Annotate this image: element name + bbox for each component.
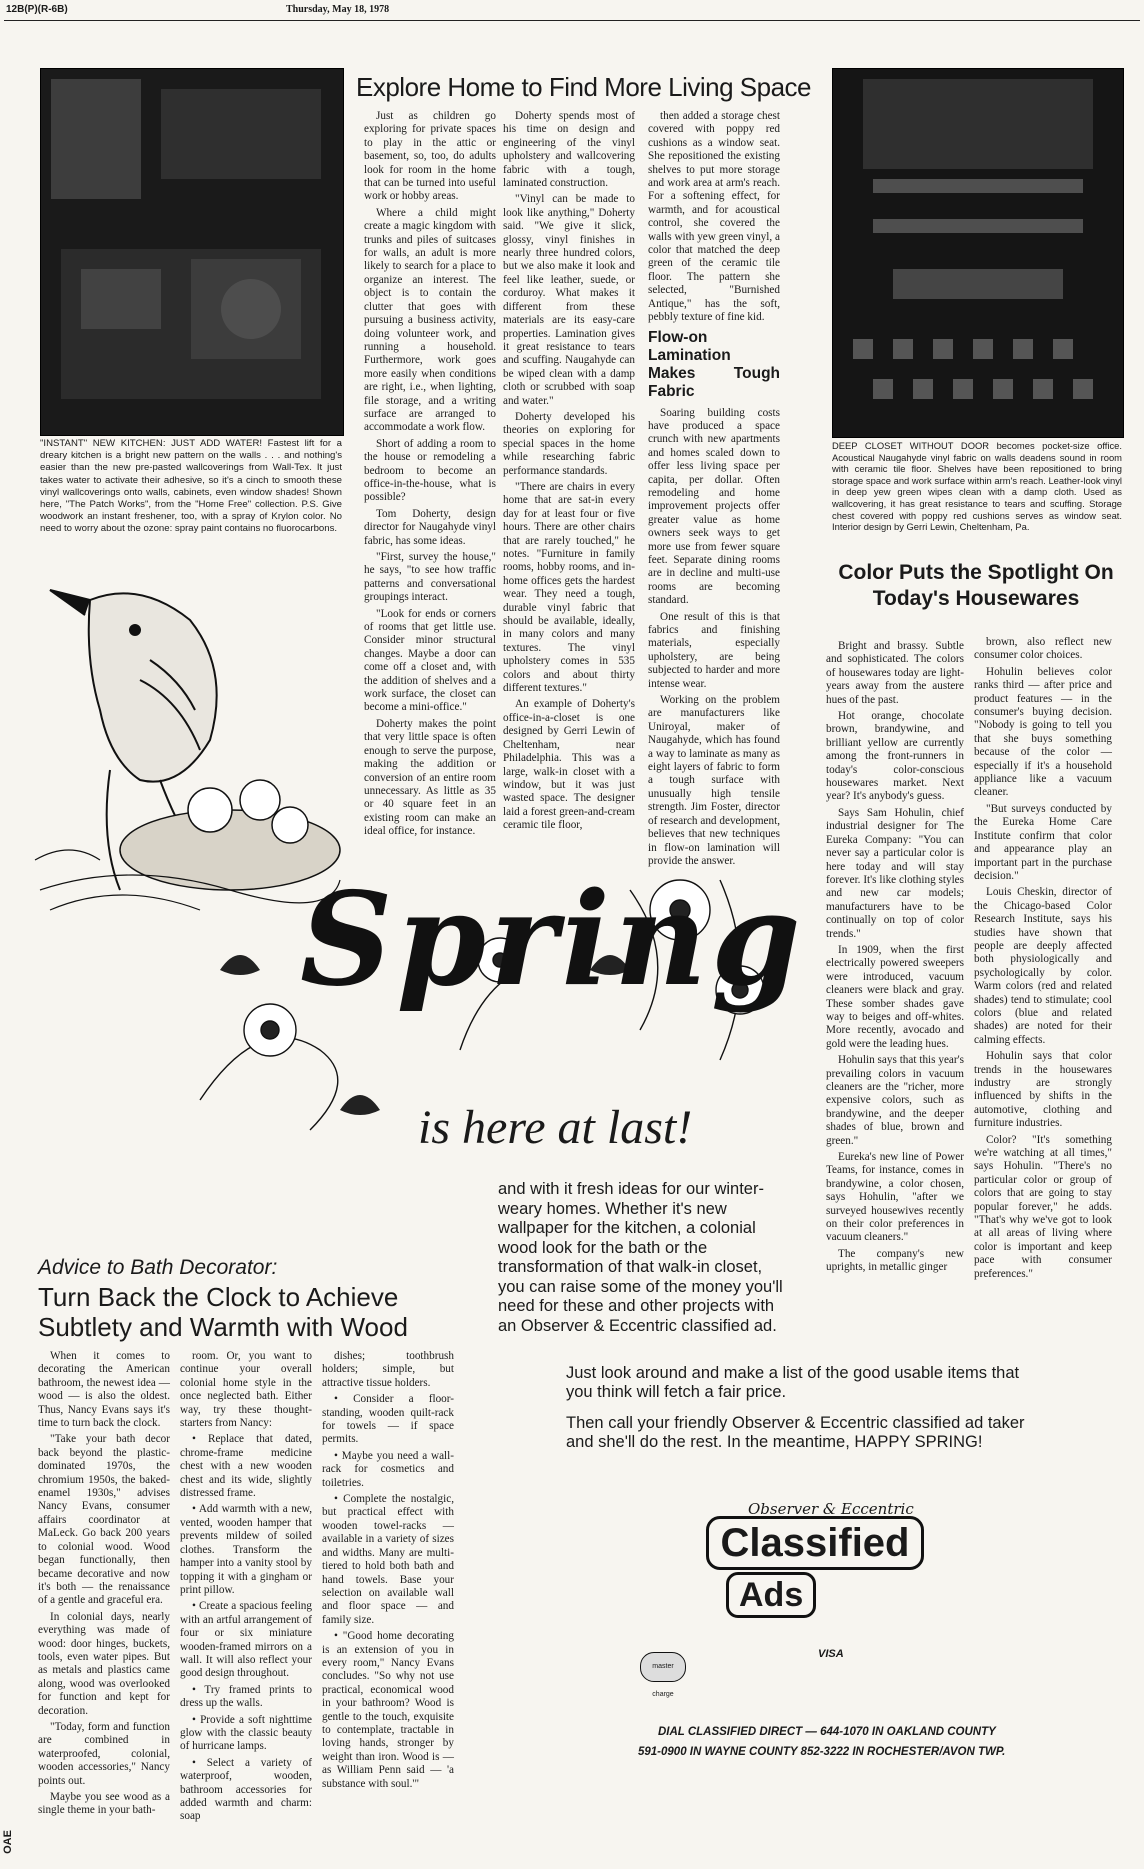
page-number: 12B(P)(R-6B)	[6, 4, 68, 15]
issue-date: Thursday, May 18, 1978	[286, 4, 390, 15]
paragraph: The company's new uprights, in metallic ginger	[826, 1247, 964, 1274]
paragraph: Where a child might create a magic kingdom with trunks and piles of suitcases for walls, an adult is more likely to search for a place to organize an interest. The object is to contain the clutter that goes with pursuing a business activity, doing volunteer work, and running a household. Furthermore, work goes more easily when conditions are right, i.e., when lighting, file storage, and a writing surface are arranged to accommodate a work flow.	[364, 206, 496, 434]
paragraph: dishes; toothbrush holders; simple, but attractive tissue holders.	[322, 1350, 454, 1389]
spring-ad-list-line: Just look around and make a list of the good usable items that you think will fetch a fair price.	[566, 1364, 1020, 1401]
paragraph: "There are chairs in every home that are sat-in every day for at least four or five hours. There are other chairs that are rarely touched," he notes. "Furniture in family rooms, hobby rooms, and in-home offices gets the hardest wear. They need a tough, durable vinyl fabric that should be available, ideally, in many colors and many textures. The vinyl upholstery comes in 535 colors and about thirty different textures."	[503, 480, 635, 695]
paragraph: "First, survey the house," he says, "to see how traffic patterns and conversational groupings interact.	[364, 551, 496, 604]
paragraph: room. Or, you want to continue your overall colonial home style in the once neglected bath. Either way, try these thought-starters from Nancy:	[180, 1350, 312, 1430]
paragraph: Louis Cheskin, director of the Chicago-based Color Research Institute, says his studies have shown that people are deeply affected both physiologically and psychologically by color. Warm colors (red and related shades) tend to stimulate; cool colors (blue and related shades) are noted for their calming effects.	[974, 886, 1112, 1046]
paragraph: Hot orange, chocolate brown, brandywine, and brilliant yellow are currently among the front-runners in today's color-conscious housewares market. Next year? It's anybody's guess.	[826, 710, 964, 803]
spring-tagline: is here at last!	[418, 1101, 693, 1154]
paragraph: "Take your bath decor back beyond the plastic-dominated 1970s, the chromium 1950s, the baked-enamel 1930s," advises Nancy Evans, consumer affairs coordinator at MaLeck. Go back 200 years to colonial wood. Wood began functionally, then became decorative and now it's both — the renaissance of a gentle and graceful era.	[38, 1433, 170, 1607]
paragraph: Maybe you see wood as a single theme in your bath-	[38, 1791, 170, 1817]
paragraph: Color? "It's something we're watching at all times," says Hohulin. "There's no particular color or group of colors that are going to stay popular forever," he adds. "That's why we've got to look at all areas of living where color is important and keep pace with consumer preferences."	[974, 1133, 1112, 1280]
paragraph: Hohulin says that this year's prevailing colors in vacuum cleaners are the "richer, more expensive colors, such as brandywine, and the deeper shades of blue, brown and green."	[826, 1054, 964, 1147]
closet-office-photo-image	[833, 69, 1123, 437]
explore-column-2	[503, 110, 635, 836]
spring-ad-call-line: Then call your friendly Observer & Eccentric classified ad taker and she'll do the rest. In the meantime, HAPPY SPRING!	[566, 1414, 1025, 1451]
paragraph: Soaring building costs have produced a space crunch with new apartments and homes scaled down to offer less living space per capita, per dollar. Often remodeling and home improvement projects offer greater value as home owners seek ways to get more use from fewer square feet. Separate dining rooms are in decline and multi-use rooms are becoming standard.	[648, 406, 780, 607]
spring-ad-body: and with it fresh ideas for our winter-weary homes. Whether it's new wallpaper for the kitchen, a colonial wood look for the bath or the transformation of that walk-in closet, you can raise some of the money you'll need for these and other projects with an Observer & Eccentric classified ad.	[498, 1180, 783, 1335]
color-column-2	[974, 636, 1112, 1284]
paragraph: Tom Doherty, design director for Naugahyde vinyl fabric, has some ideas.	[364, 507, 496, 547]
paragraph: Hohulin believes color ranks third — after price and product features — in the consumer's buying decision. "Nobody is going to tell you that she buys something because of the color — especially if it's a household appliance like a vacuum cleaner.	[974, 665, 1112, 799]
spring-script-title: Spring	[300, 865, 805, 1015]
paragraph: Hohulin says that color trends in the housewares industry are strongly influenced by shifts in the automotive, clothing and furniture industries.	[974, 1050, 1112, 1130]
paragraph: Says Sam Hohulin, chief industrial designer for The Eureka Company: "You can never say a particular color is here today and will stay forever. It's like clothing styles and new car models; manufacturers have to be continually on top of color trends."	[826, 806, 964, 940]
classified-logo-main: Classified	[706, 1516, 924, 1570]
paragraph: • Provide a soft nighttime glow with the classic beauty of hurricane lamps.	[180, 1713, 312, 1753]
classified-logo	[706, 1500, 926, 1630]
explore-column-1	[364, 110, 496, 842]
color-column-1	[826, 640, 964, 1278]
paragraph: When it comes to decorating the American bathroom, the newest idea — wood — is also the oldest. Thus, Nancy Evans says it's time to turn back the clock.	[38, 1350, 170, 1430]
kitchen-photo-image	[41, 69, 343, 435]
bath-headline: Turn Back the Clock to Achieve Subtlety and Warmth with Wood	[38, 1282, 408, 1342]
paragraph: Short of adding a room to the house or remodeling a bedroom to become an office-in-the-house, what is possible?	[364, 437, 496, 504]
kitchen-photo-caption: "INSTANT" NEW KITCHEN: JUST ADD WATER! Fastest lift for a dreary kitchen is a bright new pattern on the walls . . . and nothing's easier than the new pre-pasted wallcoverings from Wall-Tex. It just takes water to activate their adhesive, so it's a cinch to smooth these vinyl wallcoverings onto walls, cabinets, even window shades! Shown here, "The Patch Works", from the "Home Free" collection. P.S. Give woodwork an instant freshener, too, with a spray of Krylon color. No need to worry about the ozone: spray paint contains no fluorocarbons.	[40, 438, 342, 535]
paragraph: Doherty makes the point that very little space is often enough to serve the purpose, making the addition or conversion of an entire room unnecessary. As little as 35 or 40 square feet in an existing room can make an ideal office, for instance.	[364, 717, 496, 838]
paragraph: Eureka's new line of Power Teams, for instance, comes in brandywine, a color chosen, says Hohulin, "after we surveyed housewives recently on their color preferences in vacuum cleaners."	[826, 1151, 964, 1244]
classified-logo-sub: Ads	[726, 1572, 816, 1618]
paragraph: Doherty spends most of his time on design and engineering of the vinyl upholstery and wallcovering fabric with a tough, laminated construction.	[503, 110, 635, 190]
paragraph: "Look for ends or corners of rooms that get little use. Consider minor structural changes. Maybe a door can come off a closet and, with the addition of shelves and a work surface, the closet can become a mini-office."	[364, 607, 496, 714]
paragraph: • Maybe you need a wall-rack for cosmetics and toiletries.	[322, 1449, 454, 1489]
paragraph: "Vinyl can be made to look like anything," Doherty said. "We give it slick, glossy, vinyl finishes in nearly three hundred colors, but we also make it look and feel like leather, suede, or corduroy. What makes it different from these materials are its easy-care properties. Lamination gives it great resistance to tears and scuffing. Naugahyde can be wiped clean with a damp cloth or scrubbed with soap and water."	[503, 193, 635, 407]
paragraph: • Replace that dated, chrome-frame medicine chest with a new wooden chest and its wide, slightly distressed frame.	[180, 1433, 312, 1500]
paragraph: "But surveys conducted by the Eureka Home Care Institute confirm that color and appearance play an important part in the purchase decision."	[974, 802, 1112, 882]
masthead-rule	[4, 20, 1140, 21]
paragraph: • Create a spacious feeling with an artful arrangement of four or six miniature wooden-framed mirrors on a wall. It will also reflect your good design throughout.	[180, 1600, 312, 1680]
paragraph: In 1909, when the first electrically powered sweepers were introduced, vacuum cleaners were black and gray. These somber shades gave way to beiges and off-whites. More recently, avocado and gold were the leading hues.	[826, 943, 964, 1050]
kitchen-photo	[40, 68, 344, 436]
closet-office-caption: DEEP CLOSET WITHOUT DOOR becomes pocket-size office. Acoustical Naugahyde vinyl fabric on walls deadens sound in room with ceramic tile floor. Shelves have been repositioned to bring storage space and work surface within arm's reach. Leather-look vinyl in deep yew green wipes clean with a damp cloth. Used as wallcovering, it has great resistance to tears and scuffing. Storage chest covered with poppy red cushions serves as window seat. Interior design by Gerri Lewin, Cheltenham, Pa.	[832, 440, 1122, 533]
explore-headline: Explore Home to Find More Living Space	[356, 72, 812, 102]
mastercharge-label: master charge	[652, 1663, 674, 1698]
bath-column-2	[180, 1350, 312, 1827]
paragraph: • Try framed prints to dress up the walls.	[180, 1683, 312, 1710]
mastercharge-logo	[640, 1652, 686, 1698]
bath-column-1	[38, 1350, 170, 1821]
paragraph: • Consider a floor-standing, wooden quilt-rack for towels — if space permits.	[322, 1393, 454, 1446]
classified-logo-masthead: Observer & Eccentric	[748, 1500, 914, 1518]
paragraph: brown, also reflect new consumer color choices.	[974, 636, 1112, 662]
color-headline: Color Puts the Spotlight On Today's Housewares	[838, 561, 1114, 610]
paragraph: • Add warmth with a new, vented, wooden hamper that prevents mildew of soiled clothes. Transform the hamper into a vanity stool by topping it with a gingham or print pillow.	[180, 1503, 312, 1596]
explore-subhead: Flow-on Lamination Makes Tough Fabric	[648, 328, 780, 400]
paragraph: Doherty developed his theories on exploring for special spaces in the home while researching fabric performance standards.	[503, 410, 635, 477]
visa-logo: VISA	[818, 1648, 844, 1660]
paragraph: An example of Doherty's office-in-a-closet is one designed by Gerri Lewin of Cheltenham, near Philadelphia. This was a large, walk-in closet with a window, but it was just wasted space. The designer laid a forest green-and-cream ceramic tile floor,	[503, 698, 635, 832]
paragraph: • Complete the nostalgic, but practical effect with wooden towel-racks — available in a variety of sizes and widths. Many are multi-tiered to hold both bath and hand towels. Base your selection on available wall and floor space — and family size.	[322, 1493, 454, 1626]
classified-phone-line-1: DIAL CLASSIFIED DIRECT — 644-1070 IN OAKLAND COUNTY	[658, 1726, 996, 1738]
closet-office-photo	[832, 68, 1124, 438]
paragraph: "Today, form and function are combined in waterproofed, colonial, wooden accessories," Nancy points out.	[38, 1720, 170, 1787]
paragraph: Working on the problem are manufacturers like Uniroyal, maker of Naugahyde, which has found a way to laminate as many as eight layers of fabric to form a tough surface with unusually high tensile strength. Jim Foster, director of research and development, believes that new techniques in flow-on lamination will provide the answer.	[648, 694, 780, 867]
bath-kicker: Advice to Bath Decorator:	[38, 1256, 278, 1279]
paragraph: Bright and brassy. Subtle and sophisticated. The colors of housewares today are light-years away from the austere hues of the past.	[826, 640, 964, 706]
paragraph: then added a storage chest covered with poppy red cushions as a window seat. She repositioned the existing shelves to put more storage and work area at arm's reach. For a softening effect, for warmth, and for acoustical control, she covered the walls with yew green vinyl, a color that matched the deep green of the ceramic tile floor. The pattern she selected, "Burnished Antique," has the soft, pebbly texture of fine kid.	[648, 110, 780, 324]
bath-column-3	[322, 1350, 454, 1794]
paragraph: One result of this is that fabrics and finishing materials, especially upholstery, are being subjected to harder and more intense wear.	[648, 610, 780, 690]
paragraph: In colonial days, nearly everything was made of wood: door hinges, buckets, tools, even water pipes. But as metals and plastics came along, wood was overlooked for function and kept for decoration.	[38, 1610, 170, 1717]
margin-code: OAE	[1, 1830, 14, 1854]
paragraph: Just as children go exploring for private spaces to play in the attic or basement, so, too, do adults look for room in the home that can be turned into useful work or hobby areas.	[364, 110, 496, 203]
explore-column-3	[648, 110, 780, 871]
paragraph: • "Good home decorating is an extension of you in every room," Nancy Evans concludes. "So why not use practical, economical wood in your bathroom? Wood is gentle to the touch, exquisite to contemplate, tractable in loving hands, stronger by weight than iron. Wood is — as William Penn said — 'a substance with soul.'"	[322, 1630, 454, 1790]
classified-phone-line-2: 591-0900 IN WAYNE COUNTY 852-3222 IN ROCHESTER/AVON TWP.	[638, 1746, 1006, 1758]
paragraph: • Select a variety of waterproof, wooden, bathroom accessories for added warmth and charm: soap	[180, 1756, 312, 1823]
